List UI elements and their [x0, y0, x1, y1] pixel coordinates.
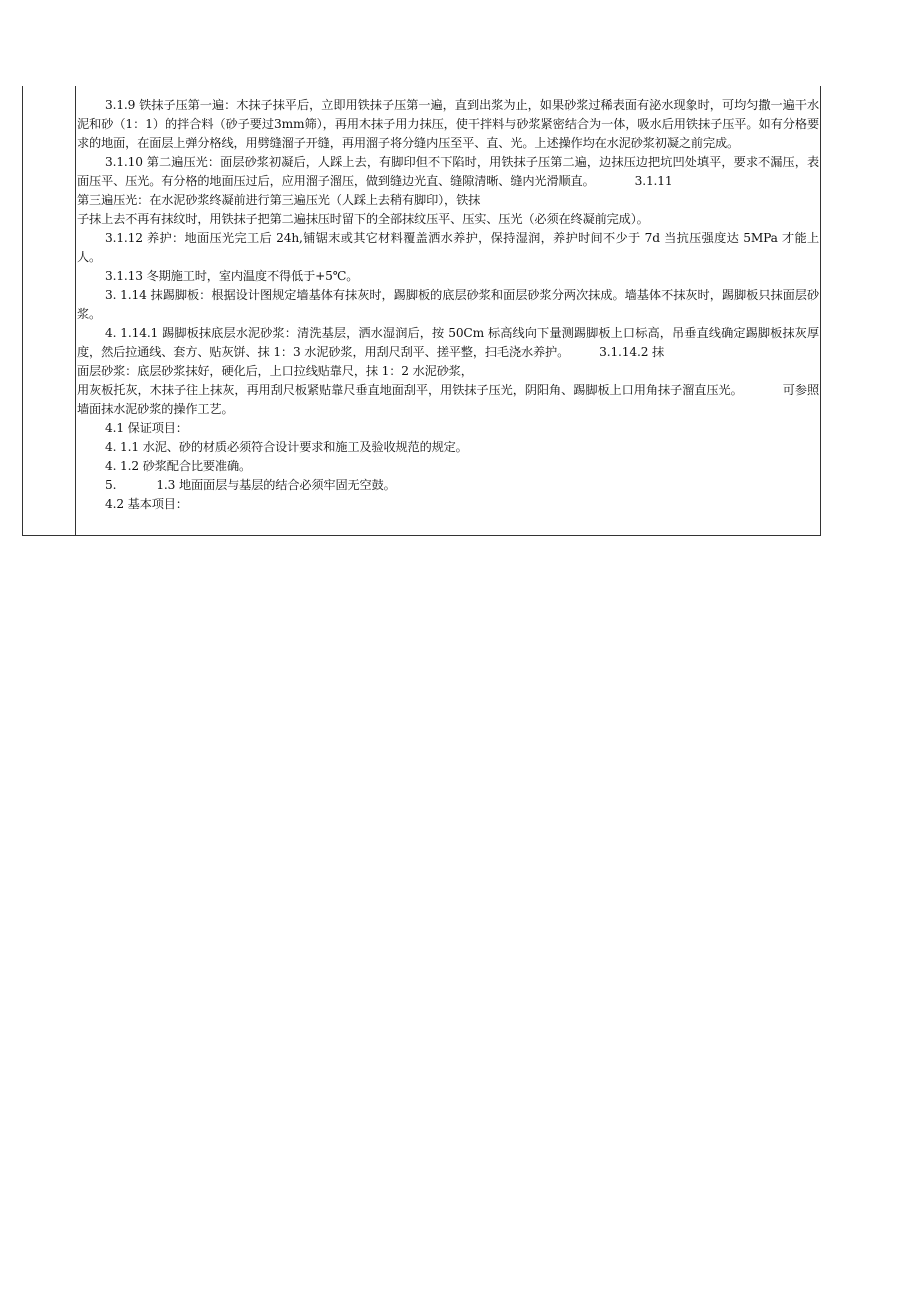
paragraph-3-1-10-text: 3.1.10 第二遍压光：面层砂浆初凝后，人踩上去，有脚印但不下陷时，用铁抹子压第二遍，边抹压边把坑凹处填平，要求不漏压，表面压平、压光。有分格的地面压过后，应用溜子溜压，做到缝边光直、缝隙清晰、缝内光滑顺直。	[77, 155, 819, 188]
column-divider	[75, 86, 76, 535]
paragraph-1-3	[77, 476, 819, 495]
paragraph-4-1: 4.1 保证项目：	[105, 421, 188, 435]
paragraph-3-1-14-2-line-a: 面层砂浆：底层砂浆抹好，硬化后，上口拉线贴靠尺，抹 1：2 水泥砂浆，	[77, 364, 473, 378]
paragraph-3-1-13: 3.1.13 冬期施工时，室内温度不得低于+5℃。	[105, 269, 359, 283]
paragraph-3-1-9: 3.1.9 铁抹子压第一遍：木抹子抹平后，立即用铁抹子压第一遍，直到出浆为止，如果砂浆过稀表面有泌水现象时，可均匀撒一遍干水泥和砂（1：1）的拌合料（砂子要过3mm筛），再用木抹子用力抹压，使干拌料与砂浆紧密结合为一体，吸水后用铁抹子压平。如有分格要求的地面，在面层上弹分格线，用劈缝溜子开缝，再用溜子将分缝内压至平、直、光。上述操作均在水泥砂浆初凝之前完成。	[77, 98, 819, 150]
paragraph-4-2: 4.2 基本项目：	[105, 497, 188, 511]
paragraph-3-1-12: 3.1.12 养护：地面压光完工后 24h,铺锯末或其它材料覆盖洒水养护，保持湿润，养护时间不少于 7d 当抗压强度达 5MPa 才能上人。	[77, 231, 819, 264]
paragraph-3-1-11-line-a: 第三遍压光：在水泥砂浆终凝前进行第三遍压光（人踩上去稍有脚印），铁抹	[77, 193, 481, 207]
paragraph-4-1-2: 4. 1.2 砂浆配合比要准确。	[105, 459, 252, 473]
paragraph-4-1-14-1-text: 4. 1.14.1 踢脚板抹底层水泥砂浆：清洗基层，洒水湿润后，按 50Cm 标高线向下量测踢脚板上口标高，吊垂直线确定踢脚板抹灰厚度，然后拉通线、套方、贴灰饼、抹 1：3 水泥砂浆，用刮尺刮平、搓平整，扫毛浇水养护。	[77, 326, 819, 359]
paragraph-1-3-text: 1.3 地面面层与基层的结合必须牢固无空鼓。	[156, 478, 396, 492]
paragraph-3-1-14-2-line-b	[77, 381, 819, 419]
paragraph-3-1-14-2-number: 3.1.14.2 抹	[599, 345, 665, 359]
paragraph-3-1-10	[77, 153, 819, 191]
paragraph-4-1-1: 4. 1.1 水泥、砂的材质必须符合设计要求和施工及验收规范的规定。	[105, 440, 468, 454]
paragraph-3-1-11-line-b: 子抹上去不再有抹纹时，用铁抹子把第二遍抹压时留下的全部抹纹压平、压实、压光（必须在终凝前完成）。	[77, 212, 649, 226]
content-cell	[77, 96, 819, 514]
paragraph-3-1-14: 3. 1.14 抹踢脚板：根据设计图规定墙基体有抹灰时，踢脚板的底层砂浆和面层砂浆分两次抹成。墙基体不抹灰时，踢脚板只抹面层砂浆。	[77, 288, 819, 321]
paragraph-3-1-14-2-note: 可参照墙面抹水泥砂浆的操作工艺。	[77, 383, 819, 416]
paragraph-3-1-11-number: 3.1.11	[634, 174, 673, 188]
document-table	[22, 86, 821, 536]
paragraph-4-1-14-1	[77, 324, 819, 362]
paragraph-5-number: 5.	[105, 478, 117, 492]
paragraph-3-1-14-2-text: 用灰板托灰，木抹子往上抹灰，再用刮尺板紧贴靠尺垂直地面刮平，用铁抹子压光，阴阳角、踢脚板上口用角抹子溜直压光。	[77, 383, 743, 397]
